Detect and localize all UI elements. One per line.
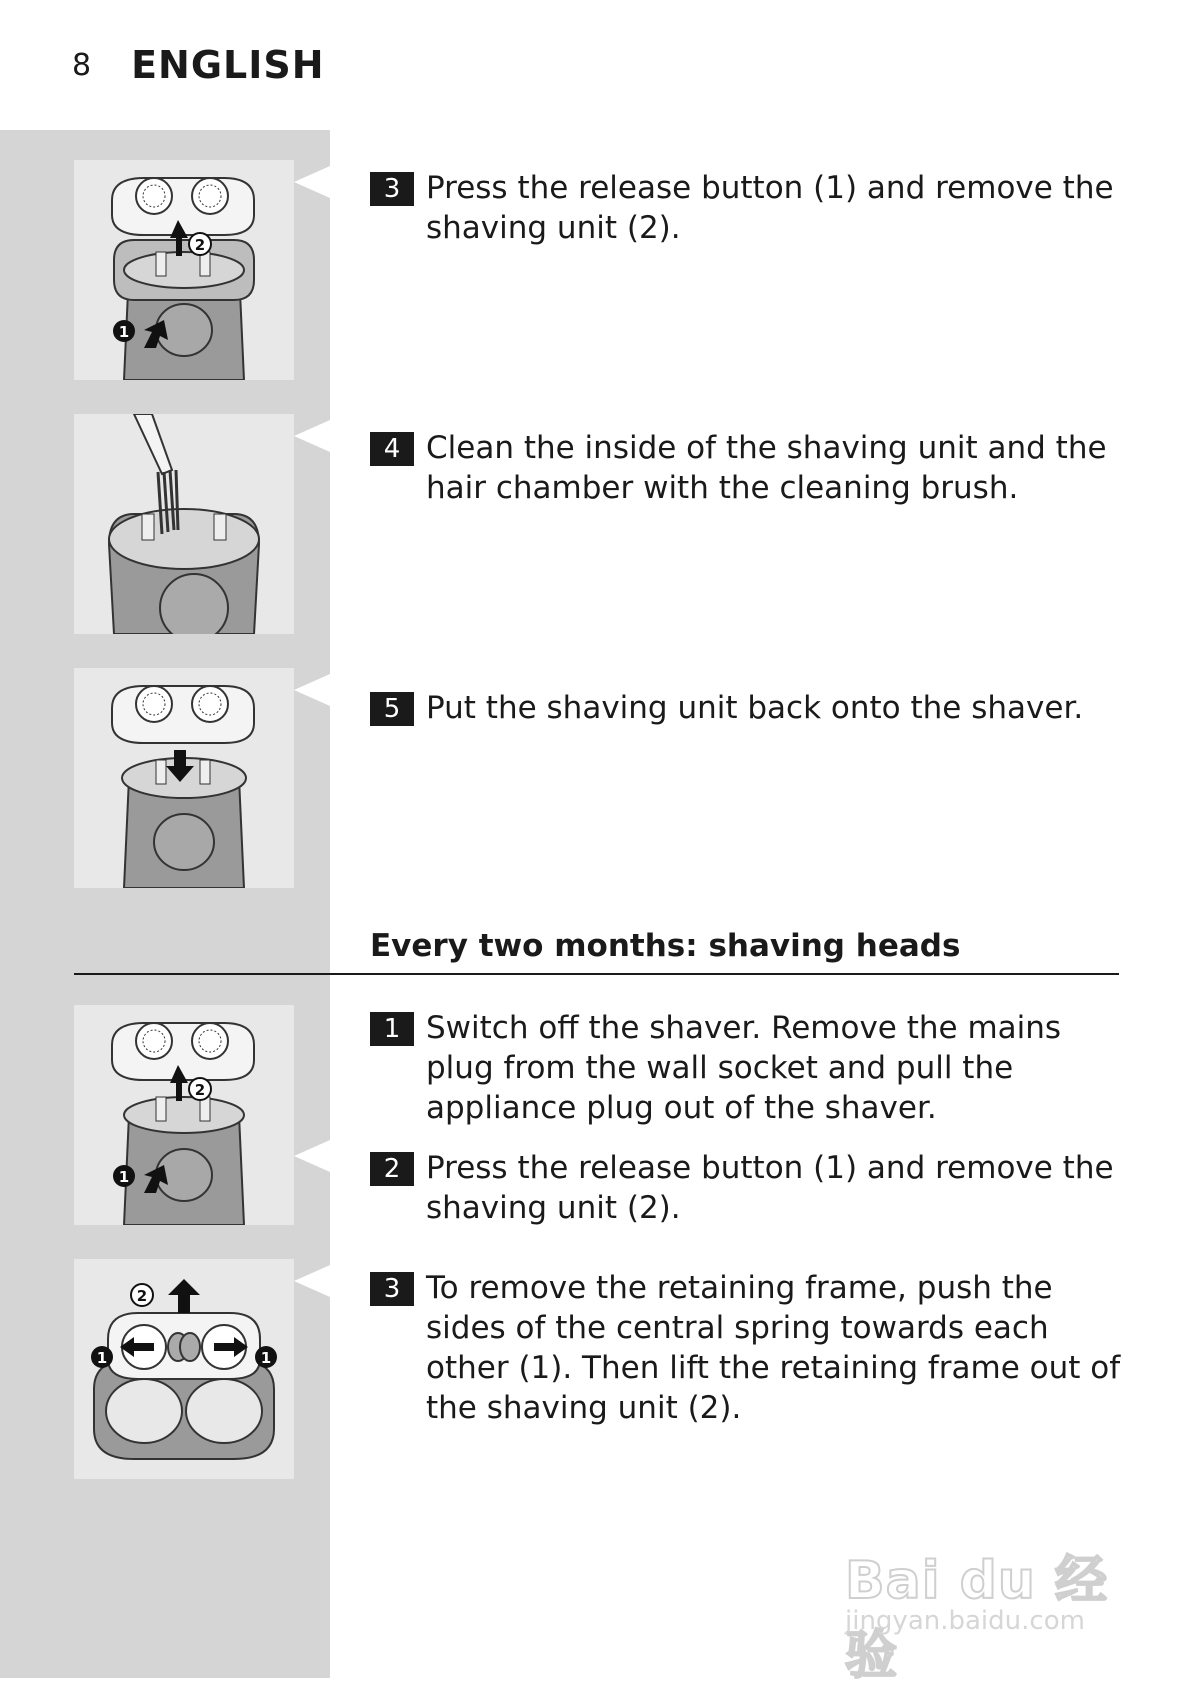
figure-release-unit-2 [74,1005,294,1225]
step-3-frame [370,1268,1130,1428]
figure-reassemble-unit [74,668,294,888]
figure-pointer [294,1265,330,1297]
step-1 [370,1008,1130,1128]
label-one: 1 [118,323,130,341]
section-divider [74,973,1119,975]
label-one: 1 [260,1349,272,1367]
step-number: 5 [370,692,414,726]
step-text: Press the release button (1) and remove the shaving unit (2). [426,170,1114,246]
step-text: Put the shaving unit back onto the shaver. [426,690,1084,726]
watermark-brand: Bai du 经验 [845,1551,1108,1686]
language-heading: ENGLISH [131,43,325,87]
retaining-frame-illustration [74,1259,294,1479]
shaver-reassemble-illustration [74,668,294,888]
figure-cleaning-brush [74,414,294,634]
watermark-url: jingyan.baidu.com [845,1606,1085,1636]
page-number: 8 [72,47,92,83]
figure-pointer [294,166,330,198]
shaver-release-illustration [74,1005,294,1225]
figure-retaining-frame [74,1259,294,1479]
label-two: 2 [194,236,206,254]
step-text: Clean the inside of the shaving unit and the hair chamber with the cleaning brush. [426,430,1107,506]
figure-release-unit [74,160,294,380]
step-text: To remove the retaining frame, push the sides of the central spring towards each other (1). Then lift the retaining frame out of the shaving unit (2). [426,1270,1121,1426]
section-title: Every two months: shaving heads [370,928,961,964]
figure-pointer [294,1140,330,1172]
cleaning-brush-illustration [74,414,294,634]
step-text: Switch off the shaver. Remove the mains plug from the wall socket and pull the appliance plug out of the shaver. [426,1010,1062,1126]
step-number: 1 [370,1012,414,1046]
watermark [845,1510,1125,1686]
label-one: 1 [118,1168,130,1186]
step-3 [370,168,1130,248]
label-one: 1 [96,1349,108,1367]
step-5 [370,688,1130,728]
figure-pointer [294,674,330,706]
step-text: Press the release button (1) and remove the shaving unit (2). [426,1150,1114,1226]
label-two: 2 [194,1081,206,1099]
step-number: 3 [370,1272,414,1306]
step-number: 3 [370,172,414,206]
figure-pointer [294,420,330,452]
step-number: 2 [370,1152,414,1186]
shaver-release-illustration [74,160,294,380]
page-header [72,40,325,90]
step-2 [370,1148,1130,1228]
step-4 [370,428,1130,508]
label-two: 2 [136,1287,148,1305]
step-number: 4 [370,432,414,466]
